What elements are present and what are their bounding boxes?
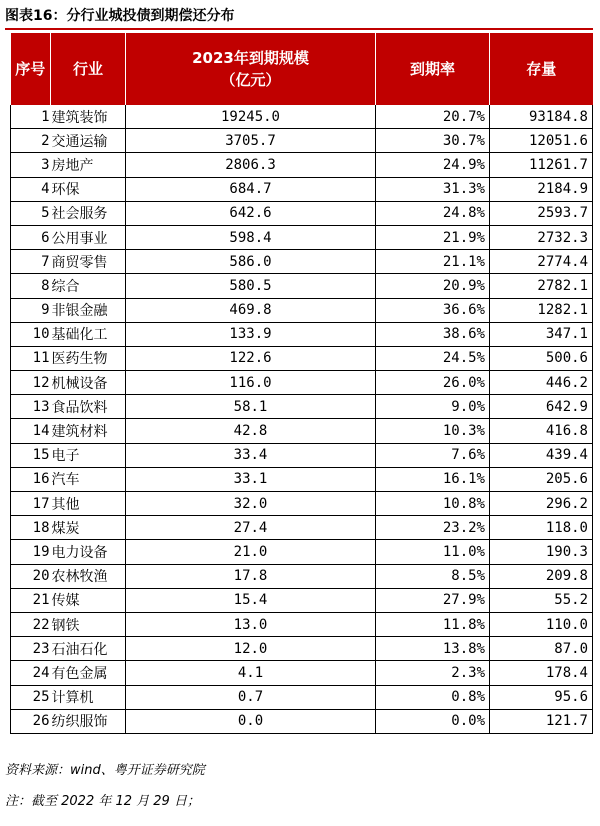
row-number: 18: [11, 516, 51, 540]
row-maturity-rate: 10.3%: [376, 419, 490, 443]
row-stock: 347.1: [490, 322, 593, 346]
row-maturity-scale: 642.6: [126, 201, 376, 225]
table-row: [11, 105, 593, 129]
row-maturity-rate: 13.8%: [376, 637, 490, 661]
row-stock: 95.6: [490, 685, 593, 709]
row-stock: 11261.7: [490, 153, 593, 177]
header-stock: 存量: [490, 33, 593, 105]
row-industry: 建筑材料: [51, 419, 126, 443]
row-stock: 121.7: [490, 709, 593, 733]
row-industry: 公用事业: [51, 225, 126, 249]
row-maturity-rate: 23.2%: [376, 516, 490, 540]
row-maturity-rate: 10.8%: [376, 492, 490, 516]
header-industry: 行业: [51, 33, 126, 105]
row-stock: 55.2: [490, 588, 593, 612]
row-number: 16: [11, 467, 51, 491]
row-maturity-rate: 30.7%: [376, 129, 490, 153]
row-number: 10: [11, 322, 51, 346]
row-number: 9: [11, 298, 51, 322]
row-number: 4: [11, 177, 51, 201]
row-industry: 石油石化: [51, 637, 126, 661]
row-maturity-rate: 9.0%: [376, 395, 490, 419]
row-industry: 综合: [51, 274, 126, 298]
row-maturity-scale: 42.8: [126, 419, 376, 443]
row-maturity-rate: 38.6%: [376, 322, 490, 346]
row-number: 11: [11, 346, 51, 370]
row-maturity-rate: 21.1%: [376, 250, 490, 274]
row-stock: 1282.1: [490, 298, 593, 322]
maturity-table: [10, 33, 593, 734]
row-number: 26: [11, 709, 51, 733]
row-maturity-rate: 31.3%: [376, 177, 490, 201]
row-stock: 12051.6: [490, 129, 593, 153]
row-maturity-scale: 684.7: [126, 177, 376, 201]
header-scale-line1: 2023年到期规模: [192, 49, 309, 67]
row-maturity-scale: 32.0: [126, 492, 376, 516]
row-maturity-scale: 21.0: [126, 540, 376, 564]
row-maturity-rate: 20.7%: [376, 105, 490, 129]
table-row: [11, 661, 593, 685]
row-industry: 传媒: [51, 588, 126, 612]
source-note: 资料来源：wind、粤开证券研究院: [5, 763, 205, 778]
row-maturity-scale: 15.4: [126, 588, 376, 612]
row-number: 13: [11, 395, 51, 419]
row-stock: 209.8: [490, 564, 593, 588]
table-row: [11, 588, 593, 612]
row-maturity-rate: 0.0%: [376, 709, 490, 733]
row-maturity-scale: 116.0: [126, 371, 376, 395]
row-number: 21: [11, 588, 51, 612]
table-row: [11, 274, 593, 298]
row-number: 3: [11, 153, 51, 177]
row-maturity-rate: 0.8%: [376, 685, 490, 709]
row-stock: 446.2: [490, 371, 593, 395]
header-rate: 到期率: [376, 33, 490, 105]
table-row: [11, 201, 593, 225]
row-number: 15: [11, 443, 51, 467]
row-maturity-rate: 11.8%: [376, 612, 490, 636]
row-maturity-rate: 16.1%: [376, 467, 490, 491]
row-number: 24: [11, 661, 51, 685]
row-number: 19: [11, 540, 51, 564]
table-row: [11, 709, 593, 733]
row-industry: 食品饮料: [51, 395, 126, 419]
row-industry: 基础化工: [51, 322, 126, 346]
header-scale: [126, 33, 376, 105]
row-number: 20: [11, 564, 51, 588]
row-stock: 500.6: [490, 346, 593, 370]
table-row: [11, 685, 593, 709]
row-maturity-scale: 17.8: [126, 564, 376, 588]
table-row: [11, 540, 593, 564]
row-stock: 205.6: [490, 467, 593, 491]
row-number: 12: [11, 371, 51, 395]
row-maturity-scale: 13.0: [126, 612, 376, 636]
row-number: 8: [11, 274, 51, 298]
row-maturity-rate: 24.5%: [376, 346, 490, 370]
row-stock: 190.3: [490, 540, 593, 564]
row-maturity-rate: 8.5%: [376, 564, 490, 588]
row-maturity-scale: 598.4: [126, 225, 376, 249]
table-row: [11, 371, 593, 395]
row-stock: 2593.7: [490, 201, 593, 225]
row-maturity-scale: 580.5: [126, 274, 376, 298]
row-maturity-rate: 24.8%: [376, 201, 490, 225]
row-stock: 110.0: [490, 612, 593, 636]
table-row: [11, 419, 593, 443]
table-row: [11, 298, 593, 322]
row-maturity-scale: 3705.7: [126, 129, 376, 153]
table-row: [11, 564, 593, 588]
row-maturity-scale: 27.4: [126, 516, 376, 540]
row-industry: 有色金属: [51, 661, 126, 685]
row-number: 5: [11, 201, 51, 225]
row-maturity-scale: 0.0: [126, 709, 376, 733]
date-note: 注：截至 2022 年 12 月 29 日；: [5, 794, 200, 809]
row-industry: 商贸零售: [51, 250, 126, 274]
row-industry: 农林牧渔: [51, 564, 126, 588]
row-maturity-rate: 11.0%: [376, 540, 490, 564]
row-maturity-scale: 469.8: [126, 298, 376, 322]
row-maturity-scale: 0.7: [126, 685, 376, 709]
row-number: 17: [11, 492, 51, 516]
row-stock: 642.9: [490, 395, 593, 419]
row-industry: 煤炭: [51, 516, 126, 540]
row-industry: 医药生物: [51, 346, 126, 370]
row-number: 23: [11, 637, 51, 661]
row-maturity-scale: 133.9: [126, 322, 376, 346]
table-row: [11, 443, 593, 467]
table-body: [11, 105, 593, 733]
row-maturity-rate: 2.3%: [376, 661, 490, 685]
row-stock: 2732.3: [490, 225, 593, 249]
row-industry: 环保: [51, 177, 126, 201]
row-number: 25: [11, 685, 51, 709]
header-seq: 序号: [11, 33, 51, 105]
table-row: [11, 250, 593, 274]
table-row: [11, 346, 593, 370]
row-industry: 机械设备: [51, 371, 126, 395]
row-maturity-scale: 12.0: [126, 637, 376, 661]
table-row: [11, 395, 593, 419]
row-stock: 2184.9: [490, 177, 593, 201]
row-industry: 房地产: [51, 153, 126, 177]
row-industry: 电子: [51, 443, 126, 467]
row-maturity-scale: 4.1: [126, 661, 376, 685]
row-maturity-scale: 586.0: [126, 250, 376, 274]
table-title: 图表16：分行业城投债到期偿还分布: [5, 8, 235, 24]
row-maturity-scale: 19245.0: [126, 105, 376, 129]
row-maturity-scale: 58.1: [126, 395, 376, 419]
row-stock: 296.2: [490, 492, 593, 516]
row-maturity-rate: 26.0%: [376, 371, 490, 395]
row-number: 7: [11, 250, 51, 274]
row-number: 14: [11, 419, 51, 443]
table-row: [11, 129, 593, 153]
row-stock: 93184.8: [490, 105, 593, 129]
row-stock: 416.8: [490, 419, 593, 443]
row-industry: 交通运输: [51, 129, 126, 153]
row-stock: 118.0: [490, 516, 593, 540]
table-row: [11, 612, 593, 636]
row-maturity-rate: 27.9%: [376, 588, 490, 612]
row-stock: 87.0: [490, 637, 593, 661]
row-number: 22: [11, 612, 51, 636]
header-scale-line2: （亿元）: [220, 71, 281, 89]
row-stock: 439.4: [490, 443, 593, 467]
row-number: 1: [11, 105, 51, 129]
table-row: [11, 153, 593, 177]
title-divider: [5, 28, 593, 30]
row-maturity-rate: 21.9%: [376, 225, 490, 249]
row-industry: 钢铁: [51, 612, 126, 636]
row-maturity-scale: 33.4: [126, 443, 376, 467]
row-number: 2: [11, 129, 51, 153]
row-maturity-scale: 2806.3: [126, 153, 376, 177]
row-stock: 178.4: [490, 661, 593, 685]
row-industry: 电力设备: [51, 540, 126, 564]
row-industry: 纺织服饰: [51, 709, 126, 733]
row-industry: 计算机: [51, 685, 126, 709]
row-industry: 汽车: [51, 467, 126, 491]
row-number: 6: [11, 225, 51, 249]
table-row: [11, 467, 593, 491]
row-industry: 建筑装饰: [51, 105, 126, 129]
row-maturity-scale: 122.6: [126, 346, 376, 370]
row-maturity-rate: 24.9%: [376, 153, 490, 177]
row-industry: 社会服务: [51, 201, 126, 225]
row-maturity-rate: 20.9%: [376, 274, 490, 298]
row-maturity-scale: 33.1: [126, 467, 376, 491]
row-maturity-rate: 36.6%: [376, 298, 490, 322]
header-row: [11, 33, 593, 105]
table-row: [11, 637, 593, 661]
row-industry: 其他: [51, 492, 126, 516]
row-stock: 2782.1: [490, 274, 593, 298]
table-row: [11, 492, 593, 516]
table-row: [11, 516, 593, 540]
table-row: [11, 225, 593, 249]
row-stock: 2774.4: [490, 250, 593, 274]
row-industry: 非银金融: [51, 298, 126, 322]
table-row: [11, 177, 593, 201]
row-maturity-rate: 7.6%: [376, 443, 490, 467]
table-row: [11, 322, 593, 346]
